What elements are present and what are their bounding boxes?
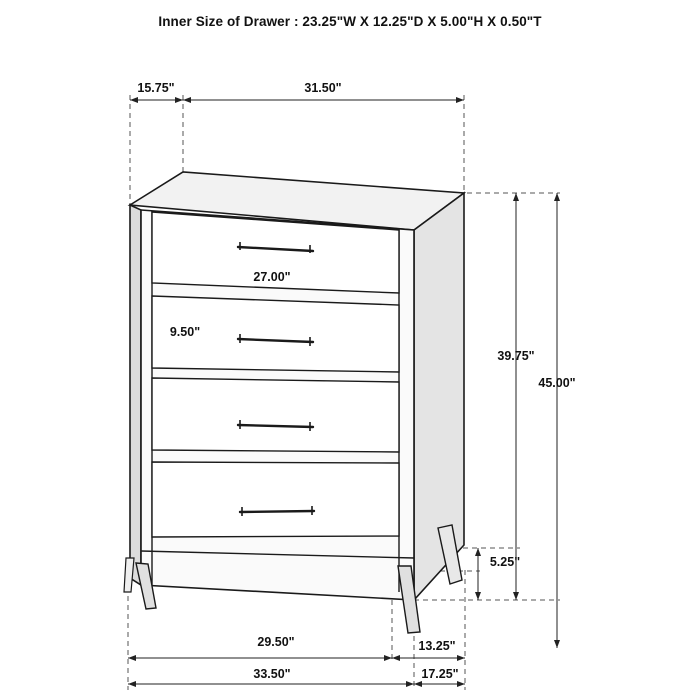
dim-drawer-height: 9.50"	[169, 325, 201, 339]
page-title: Inner Size of Drawer : 23.25"W X 12.25"D X 5.00"H X 0.50"T	[158, 14, 542, 29]
dim-leg-height: 5.25"	[489, 555, 521, 569]
dim-depth-top: 15.75"	[137, 81, 175, 95]
dim-leg-span-side: 13.25"	[418, 639, 456, 653]
drawer-4[interactable]	[152, 462, 399, 537]
leg-back-left	[124, 558, 134, 592]
dim-width-top: 31.50"	[304, 81, 342, 95]
chest-left-panel	[130, 205, 141, 585]
chest-right-panel	[414, 193, 464, 600]
dim-body-height: 39.75"	[497, 349, 535, 363]
dim-leg-span-front: 29.50"	[257, 635, 295, 649]
dim-overall-width: 33.50"	[253, 667, 291, 681]
chest-body	[124, 172, 464, 633]
drawer-3[interactable]	[152, 378, 399, 452]
dim-overall-depth: 17.25"	[421, 667, 459, 681]
dim-drawer-width: 27.00"	[253, 270, 291, 284]
dim-total-height: 45.00"	[538, 376, 576, 390]
